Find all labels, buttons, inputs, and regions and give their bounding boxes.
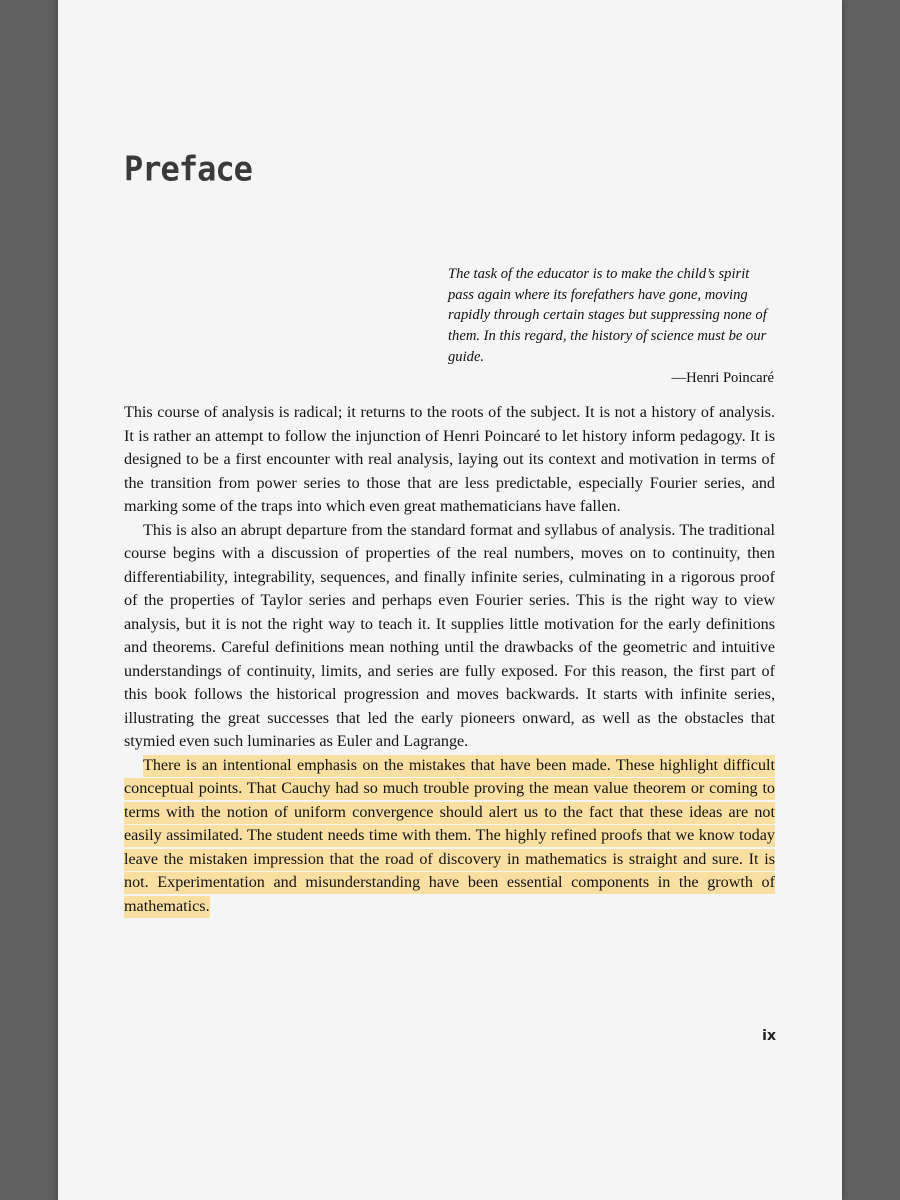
book-page [58,0,842,1200]
page-number: ix [762,1028,776,1044]
body-text [124,401,775,918]
highlighted-text[interactable]: There is an intentional emphasis on the mistakes that have been made. These highlight difficult conceptual points. That Cauchy had so much trouble proving the mean value theorem or coming to terms with the notion of uniform convergence should alert us to the fact that these ideas are not easily assimilated. The student needs time with them. The highly refined proofs that we know today leave the mistaken impression that the road of discovery in mathematics is straight and sure. It is not. Experimentation and misunderstanding have been essential components in the growth of mathematics. [124,755,775,918]
page-title: Preface [124,149,252,189]
epigraph-quote: The task of the educator is to make the child’s spirit pass again where its forefathers have gone, moving rapidly through certain stages but suppressing none of them. In this regard, the history of science must be our guide. [448,266,767,365]
paragraph-2: This is also an abrupt departure from the standard format and syllabus of analysis. The traditional course begins with a discussion of properties of the real numbers, moves on to continuity, then differentiability, integrability, sequences, and finally infinite series, culminating in a rigorous proof of the properties of Taylor series and perhaps even Fourier series. This is the right way to view analysis, but it is not the right way to teach it. It supplies little motivation for the early definitions and theorems. Careful definitions mean nothing until the drawbacks of the geometric and intuitive understandings of continuity, limits, and series are fully exposed. For this reason, the first part of this book follows the historical progression and moves backwards. It starts with infinite series, illustrating the great successes that led the early pioneers onward, as well as the obstacles that stymied even such luminaries as Euler and Lagrange. [124,521,775,750]
paragraph-3 [124,754,775,919]
epigraph-author: —Henri Poincaré [671,369,774,386]
epigraph [448,264,774,388]
paragraph-1: This course of analysis is radical; it returns to the roots of the subject. It is not a history of analysis. It is rather an attempt to follow the injunction of Henri Poincaré to let history inform pedagogy. It is designed to be a first encounter with real analysis, laying out its context and motivation in terms of the transition from power series to those that are less predictable, especially Fourier series, and marking some of the traps into which even great mathematicians have fallen. [124,404,775,515]
